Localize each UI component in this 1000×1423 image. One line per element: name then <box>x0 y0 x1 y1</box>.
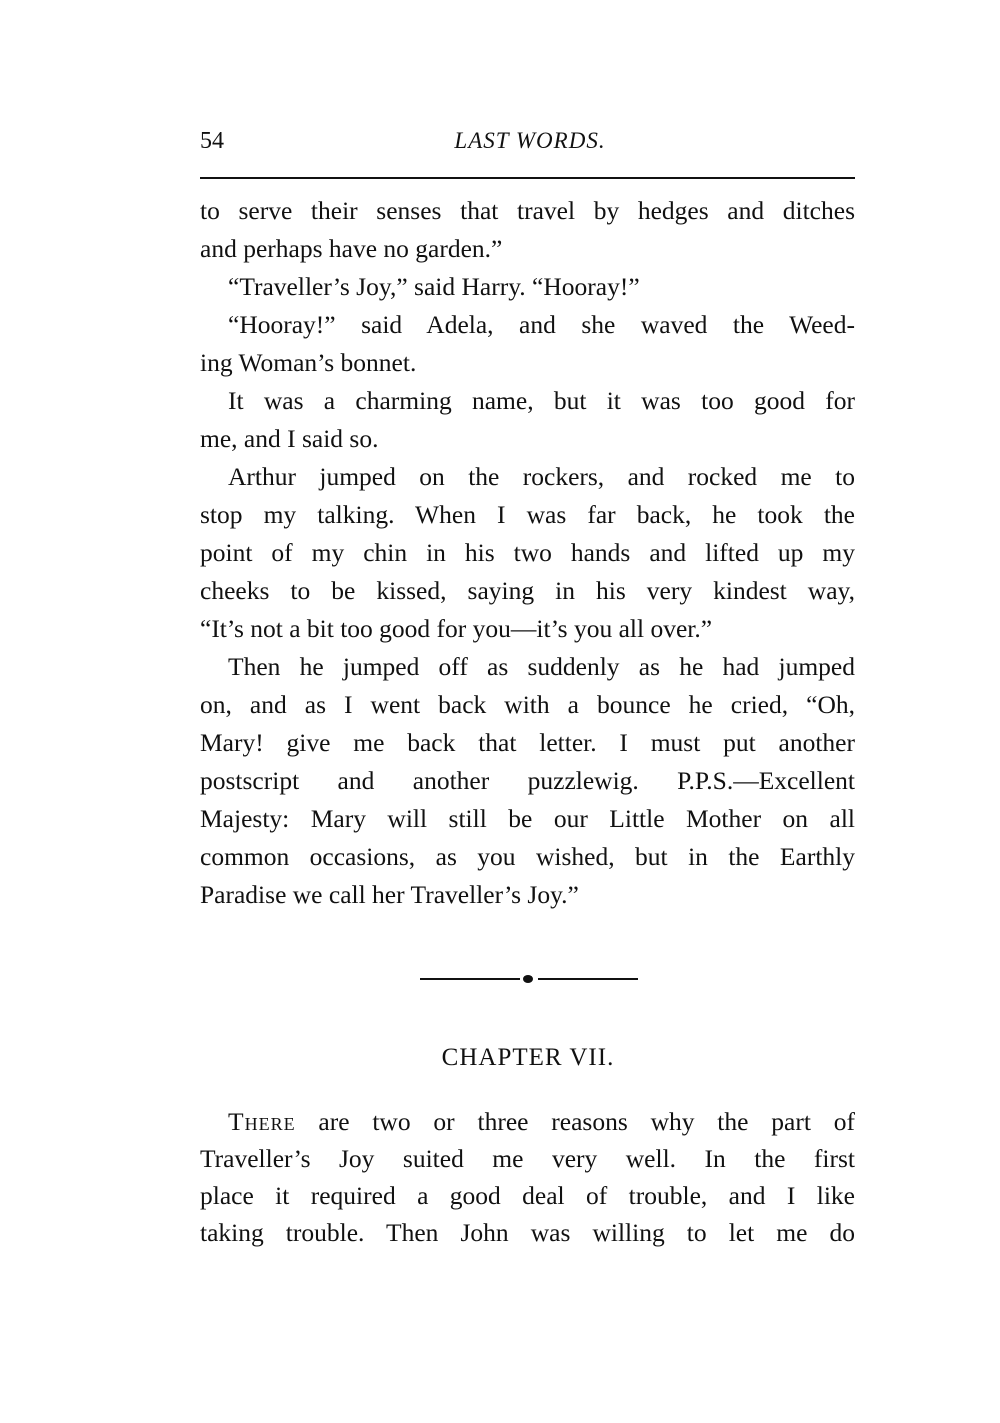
drop-word: There <box>228 1107 296 1136</box>
text-line: point of my chin in his two hands and lifted up my <box>200 538 855 567</box>
page-number: 54 <box>200 128 224 154</box>
text-line: taking trouble. Then John was willing to let me do <box>200 1218 855 1247</box>
text-line: place it required a good deal of trouble, and I like <box>200 1181 855 1210</box>
text-line: common occasions, as you wished, but in the Earthly <box>200 842 855 871</box>
text-line: Arthur jumped on the rockers, and rocked me to <box>228 462 855 491</box>
running-title: LAST WORDS. <box>454 128 606 153</box>
text-line: Then he jumped off as suddenly as he had jumped <box>228 652 855 681</box>
chapter-heading: CHAPTER VII. <box>441 1044 615 1071</box>
header-rule <box>200 177 855 179</box>
text-line: to serve their senses that travel by hedges and ditches <box>200 196 855 225</box>
text-line: me, and I said so. <box>200 424 379 453</box>
text-line: ing Woman’s bonnet. <box>200 348 417 377</box>
text-line: It was a charming name, but it was too good for <box>228 386 855 415</box>
text-line: “Hooray!” said Adela, and she waved the Weed- <box>228 310 855 339</box>
section-ornament <box>420 978 640 981</box>
text-line: “It’s not a bit too good for you—it’s you all over.” <box>200 614 713 643</box>
text-line: and perhaps have no garden.” <box>200 234 503 263</box>
text-line: on, and as I went back with a bounce he cried, “Oh, <box>200 690 855 719</box>
text-line: “Traveller’s Joy,” said Harry. “Hooray!” <box>228 272 640 301</box>
text-line: Paradise we call her Traveller’s Joy.” <box>200 880 579 909</box>
text-line <box>200 1107 855 1137</box>
text-line: Traveller’s Joy suited me very well. In the first <box>200 1144 855 1173</box>
text-line: stop my talking. When I was far back, he took the <box>200 500 855 529</box>
text-line: Majesty: Mary will still be our Little Mother on all <box>200 804 855 833</box>
text-line: postscript and another puzzlewig. P.P.S.—Excellent <box>200 766 855 795</box>
text-line: Mary! give me back that letter. I must put another <box>200 728 855 757</box>
text-span: are two or three reasons why the part of <box>295 1107 855 1136</box>
text-line: cheeks to be kissed, saying in his very kindest way, <box>200 576 855 605</box>
